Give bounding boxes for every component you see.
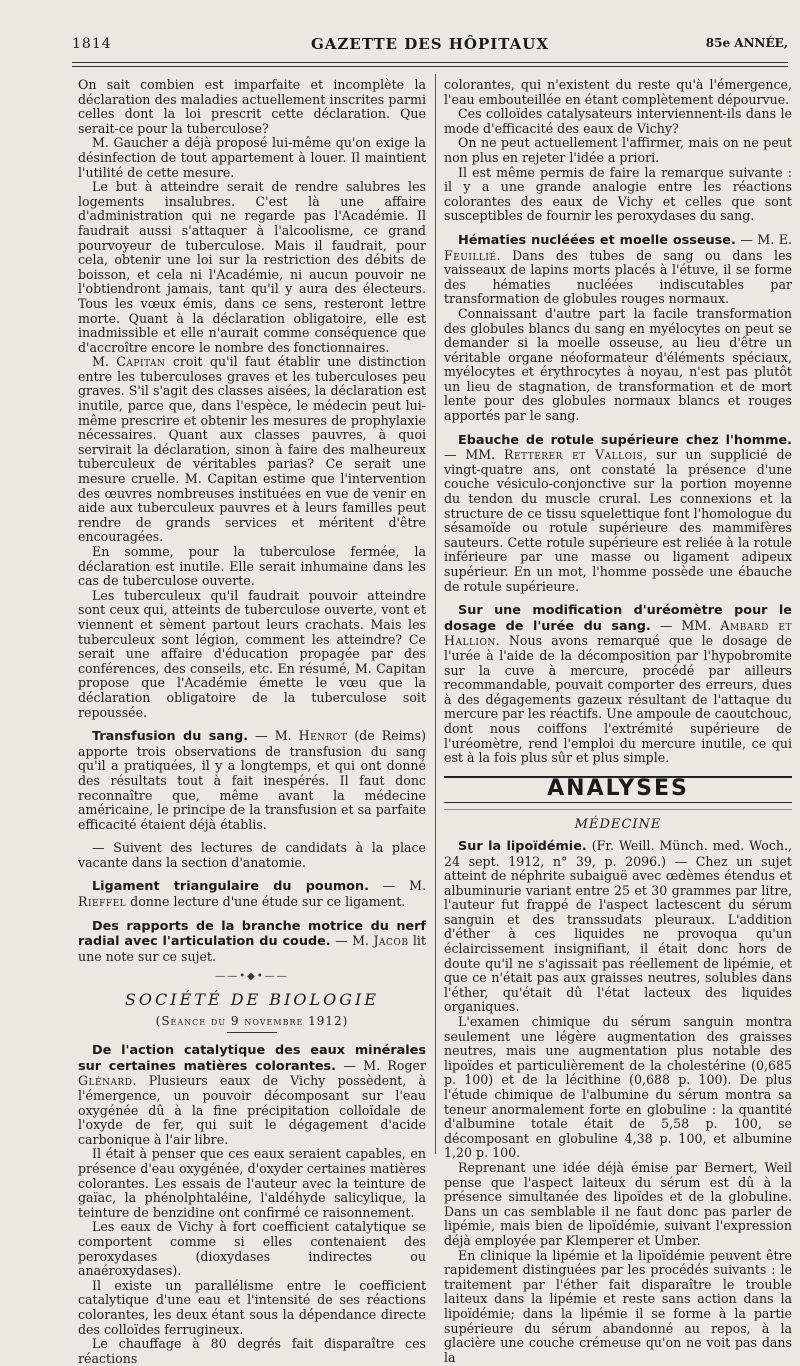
author-name: Henrot	[298, 728, 348, 744]
paragraph: L'examen chimique du sérum sanguin montra seulement une légère augmentation des graisses neutres, mais une augmentation plus notable des lipoïdes et particulièrement de la cholestérine (0,685 p. 100) et de la lécithine (0,688 p. 100). De plus l'étude chimique de l'albumine du sérum montra sa teneur anormalement forte en globuline : la quantité d'albumine totale était de 5,58 p. 100, se décomposant en globuline 4,38 p. 100, et albumine 1,20 p. 100.	[444, 1014, 792, 1161]
section-heading: ANALYSES	[547, 775, 689, 801]
article-lipoidemie	[444, 839, 792, 1015]
section-title: SOCIÉTÉ DE BIOLOGIE	[124, 990, 380, 1010]
paragraph: Il existe un parallélisme entre le coefficient catalytique d'une eau et l'intensité de ses réactions colorantes, les deux étant sous la dépendance directe des colloïdes ferrugineux.	[78, 1277, 426, 1337]
article-text: . Dans des tubes de sang ou dans les vaisseaux de lapins morts placés à l'étuve, il se forme des hématies nucléées indiscutables par transformation de globules rouges normaux.	[444, 247, 792, 307]
page-number: 1814	[72, 36, 112, 52]
article-title: De l'action catalytique des eaux minérales sur certaines matières colorantes.	[78, 1043, 426, 1074]
paragraph: Le but à atteindre serait de rendre salubres les logements insalubres. C'est là une affaire d'administration qui ne regarde pas l'Académie. Il faudrait aussi s'attaquer à l'alcoolisme, ce grand pourvoyeur de tuberculose. Mais il faudrait, pour cela, obtenir une loi sur la restriction des débits de boisson, et cela ni l'Académie, ni aucun pouvoir ne l'obtiendront jamais, tant qu'il y aura des électeurs. Tous les vœux émis, dans ce sens, resteront lettre morte. Quant à la déclaration obligatoire, elle est inadmissible et elle n'aurait comme conséquence que d'accroître encore le nombre des fonctionnaires.	[78, 179, 426, 355]
article-text: . Nous avons remarqué que le dosage de l'urée à l'aide de la décomposition par l'hypobromite sur la cuve à mercure, procédé par ailleurs recommandable, pouvait comporter des erreurs, dues à des dégagements gazeux résultant de l'attaque du mercure par les réactifs. Une ampoule de caoutchouc, dont nous coiffons l'extrémité supérieure de l'uréomètre, rend l'emploi du mercure inutile, ce qui est à la fois plus sûr et plus simple.	[444, 633, 792, 766]
header-rule-top	[72, 62, 788, 63]
paragraph: colorantes, qui n'existent du reste qu'à l'émergence, l'eau embouteillée en étant complètement dépourvue.	[444, 77, 792, 107]
short-rule	[227, 1032, 277, 1033]
paragraph: M. Gaucher a déjà proposé lui-même qu'on exige la désinfection de tout appartement à louer. Il maintient l'utilité de cette mesure.	[78, 135, 426, 180]
article-modification	[444, 603, 792, 766]
article-text: , sur un supplicié de vingt-quatre ans, ont constaté la présence d'une couche vésiculo-conjonctive sur la portion moyenne du tendon du muscle crural. Les connexions et la structure de ce tissu squelettique font l'homologue du sésamoïde ou rotule supérieure des mammifères sauteurs. Cette rotule supérieure est reliée à la rotule inférieure par une masse ou ligament adipeux supérieur. En un mot, l'homme possède une ébauche de rotule supérieure.	[444, 447, 792, 594]
author-name: Feuillié	[444, 247, 497, 263]
author-name: Retterer et Vallois	[503, 447, 644, 463]
paragraph: — Suivent des lectures de candidats à la place vacante dans la section d'anatomie.	[78, 840, 426, 870]
thin-rule	[444, 809, 792, 810]
session-date: (Séance du 9 novembre 1912)	[155, 1013, 349, 1028]
subsection-title: MÉDECINE	[574, 817, 662, 833]
article-ebauche	[444, 433, 792, 595]
ornament-divider: ——•◆•——	[215, 971, 289, 983]
dash: — M. E.	[735, 231, 792, 247]
paragraph: Il était à penser que ces eaux seraient capables, en présence d'eau oxygénée, d'oxyder certaines matières colorantes. Les essais de l'auteur avec la teinture de gaïac, la phénolphtaléine, l'aldéhyde salicylique, la teinture de benzidine ont confirmé ce raisonnement.	[78, 1146, 426, 1220]
article-title: Ebauche de rotule supérieure chez l'homme.	[458, 432, 792, 448]
article-title: Des rapports de la branche motrice du nerf radial avec l'articulation du coude.	[78, 918, 426, 950]
left-column	[78, 78, 426, 1366]
article-action	[78, 1043, 426, 1147]
article-text: . Plusieurs eaux de Vichy possèdent, à l'émergence, un pouvoir décomposant sur l'eau oxygénée dû à la fine précipitation colloïdale de l'oxyde de fer, qui suit le dégagement d'acide carbonique à l'air libre.	[78, 1073, 426, 1147]
column-divider	[435, 74, 436, 1154]
article-transfusion	[78, 729, 426, 832]
article-rapports	[78, 919, 426, 965]
paragraph-capitan	[78, 355, 426, 545]
dash: — M.	[330, 933, 374, 949]
right-column	[444, 78, 792, 1365]
paragraph: Il est même permis de faire la remarque suivante : il y a une grande analogie entre les réactions colorantes des eaux de Vichy et celles que sont susceptibles de fournir les peroxydases du sang.	[444, 164, 792, 224]
dash: — M. Roger	[336, 1057, 426, 1073]
paragraph: On ne peut actuellement l'affirmer, mais on ne peut non plus en rejeter l'idée a priori.	[444, 135, 792, 165]
author-name: Ambard et Hallion	[444, 617, 792, 649]
paragraph: Le chauffage à 80 degrés fait disparaître ces réactions	[78, 1336, 426, 1366]
header-rule-bottom	[72, 66, 788, 67]
article-text: (Fr. Weill. Münch. med. Woch., 24 sept. 1912, n° 39, p. 2096.) — Chez un sujet atteint de néphrite subaiguë avec œdèmes étendus et albuminurie variant entre 25 et 30 grammes par litre, l'auteur fut frappé de l'aspect lactescent du sérum sanguin et des transsudats pleuraux. L'addition d'éther à ces liquides ne provoqua qu'un éclaircissement insignifiant, il était donc hors de doute qu'il ne s'agissait pas réellement de lipémie, et que ce n'était pas aux graisses neutres, solubles dans l'éther, qu'était dû l'état lacteux des liquides organiques.	[444, 837, 792, 1015]
paragraph: Les eaux de Vichy à fort coefficient catalytique se comportent comme si elles contenaient des peroxydases (dioxydases indirectes ou anaéroxydases).	[78, 1219, 426, 1279]
paragraph: En somme, pour la tuberculose fermée, la déclaration est inutile. Elle serait inhumaine dans les cas de tuberculose ouverte.	[78, 544, 426, 589]
article-text: (de Reims) apporte trois observations de transfusion du sang qu'il a pratiquées, il y a longtemps, et qui ont donné des résultats tout à fait inespérés. Il faut donc reconnaître que, même avant la médecine américaine, le principe de la transfusion et sa parfaite efficacité étaient déjà établis.	[78, 728, 426, 832]
article-title: Sur la lipoïdémie.	[458, 838, 587, 854]
volume-year: 85e ANNÉE,	[705, 36, 788, 50]
paragraph: En clinique la lipémie et la lipoïdémie peuvent être rapidement distinguées par les procédés suivants : le traitement par l'éther fait disparaître le trouble laiteux dans la lipémie et reste sans action dans la lipoïdémie; dans la lipémie il se forme à la partie supérieure du sérum abandonné au repos, à la glacière une couche crémeuse qu'on ne voit pas dans la	[444, 1247, 792, 1365]
article-hematies	[444, 233, 792, 307]
author-name: Rieffel	[78, 894, 127, 910]
paragraph-text: croit qu'il faut établir une distinction entre les tuberculoses graves et les tuberculoses peu graves. S'il s'agit des classes aisées, la déclaration est inutile, parce que, dans l'espèce, le médecin peut lui-même prescrire et obtenir les mesures de prophylaxie nécessaires. Quant aux classes pauvres, à quoi servirait la déclaration, sinon à faire des malheureux tuberculeux de véritables parias? Ce serait une mesure cruelle. M. Capitan estime que l'intervention des œuvres nombreuses instituées en vue de venir en aide aux tuberculeux pauvres et à leurs familles peut rendre de grands services et méritent d'être encouragées.	[78, 354, 426, 545]
author-name: Jacob	[373, 933, 409, 949]
article-title: Hématies nucléées et moelle osseuse.	[458, 232, 736, 248]
paragraph: Les tuberculeux qu'il faudrait pouvoir atteindre sont ceux qui, atteints de tuberculose ouverte, vont et viennent et sèment partout leurs crachats. Mais les tuberculeux sont légion, comment les atteindre? Ce serait une affaire d'éducation propagée par des conférences, des conseils, etc. En résumé, M. Capitan propose que l'Académie émette le vœu que la déclaration obligatoire de la tuberculose soit repoussée.	[78, 587, 426, 720]
article-title: Transfusion du sang.	[92, 729, 249, 745]
paragraph: Connaissant d'autre part la facile transformation des globules blancs du sang en myélocytes on peut se demander si la moelle osseuse, au lieu d'être un véritable organe néoformateur d'éléments spéciaux, myélocytes et érythrocytes à noyau, n'est pas plutôt un lieu de stagnation, de transformation et de mort lente pour des globules normaux blancs et rouges apportés par le sang.	[444, 305, 792, 424]
dash: — MM.	[650, 617, 721, 633]
article-title: Sur une modification d'uréomètre pour le dosage de l'urée du sang.	[444, 603, 792, 634]
article-ligament	[78, 879, 426, 909]
article-text: donne lecture d'une étude sur ce ligament.	[126, 894, 406, 910]
article-text: lit une note sur ce sujet.	[78, 933, 426, 964]
analyses-banner	[444, 776, 792, 804]
dash: — M.	[248, 728, 299, 744]
dash: — M.	[368, 878, 426, 894]
text-prefix: M.	[92, 354, 117, 370]
author-name: Capitan	[116, 354, 166, 370]
paragraph: On sait combien est imparfaite et incomplète la déclaration des maladies actuellement inscrites parmi celles dont la loi prescrit cette déclaration. Que serait-ce pour la tuberculose?	[78, 77, 426, 136]
article-title: Ligament triangulaire du poumon.	[92, 879, 369, 895]
paragraph: Ces colloïdes catalysateurs interviennent-ils dans le mode d'efficacité des eaux de Vichy?	[444, 106, 792, 136]
author-name: Glénard	[78, 1073, 133, 1089]
paragraph: Reprenant une idée déjà émise par Bernert, Weil pense que l'aspect laiteux du sérum est dû à la présence simultanée des lipoïdes et de la globuline. Dans un cas semblable il ne faut donc pas parler de lipémie, mais bien de lipoïdémie, suivant l'expression déjà employée par Klemperer et Umber.	[444, 1159, 792, 1248]
dash: — MM.	[444, 447, 504, 463]
page-header	[72, 30, 788, 58]
journal-title: GAZETTE DES HÔPITAUX	[310, 35, 549, 53]
